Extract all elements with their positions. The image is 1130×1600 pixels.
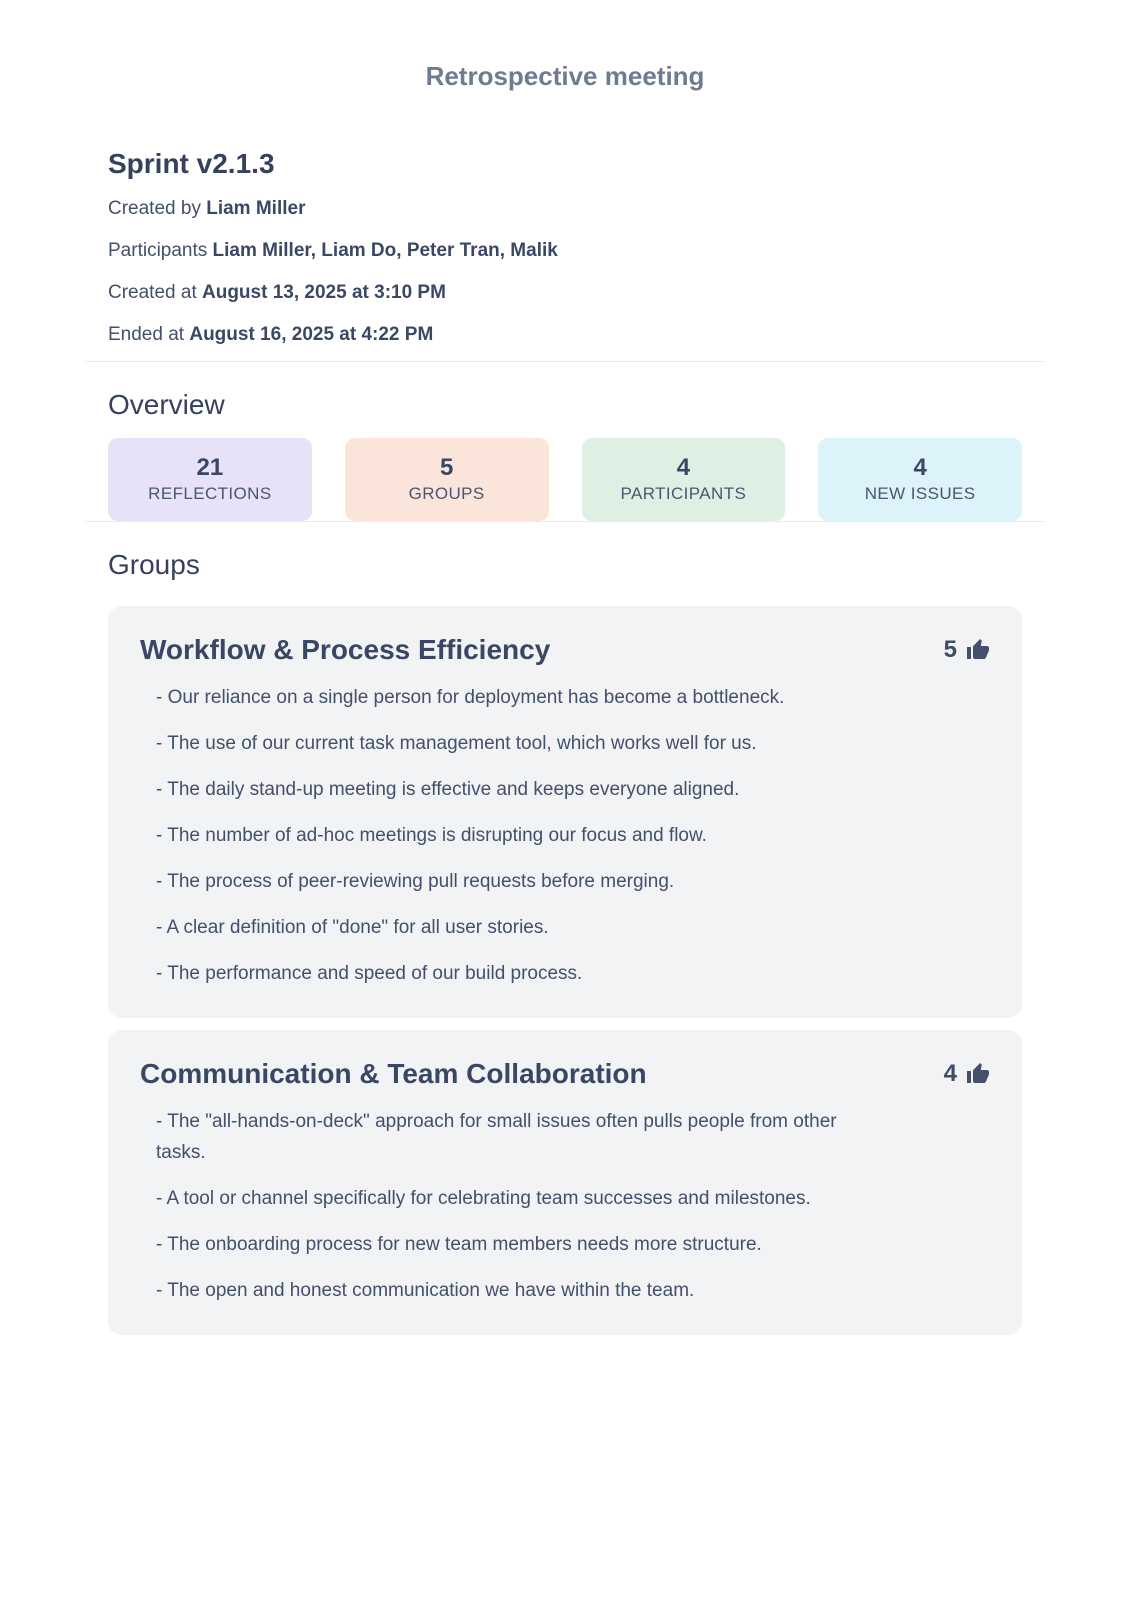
stat-label: GROUPS <box>408 484 485 503</box>
divider <box>85 521 1045 522</box>
participants-label: Participants <box>108 240 213 261</box>
stat-label: PARTICIPANTS <box>620 484 747 503</box>
group-point: - The number of ad-hoc meetings is disrupting our focus and flow. <box>156 825 707 846</box>
stats-row <box>108 438 1022 521</box>
group-point: - A clear definition of "done" for all user stories. <box>156 917 549 938</box>
group-point: - The process of peer-reviewing pull requests before merging. <box>156 871 675 892</box>
participants-value: Liam Miller, Liam Do, Peter Tran, Malik <box>212 240 558 261</box>
ended-at-label: Ended at <box>108 324 190 345</box>
stat-value: 4 <box>676 454 691 481</box>
group-points <box>140 1106 990 1306</box>
stat-card-reflections <box>108 438 312 521</box>
meta-created-by <box>108 193 1022 224</box>
groups-section <box>85 548 1045 1335</box>
meta-ended-at <box>108 319 1022 350</box>
meta-created-at <box>108 277 1022 308</box>
created-at-value: August 13, 2025 at 3:10 PM <box>202 282 446 303</box>
group-votes <box>944 636 990 664</box>
group-point: - Our reliance on a single person for deployment has become a bottleneck. <box>156 687 785 708</box>
stat-value: 5 <box>439 454 454 481</box>
stat-value: 4 <box>913 454 927 481</box>
page-title: Retrospective meeting <box>425 61 705 91</box>
created-by-value: Liam Miller <box>206 198 306 219</box>
group-card <box>108 606 1022 1018</box>
stat-label: NEW ISSUES <box>864 484 976 503</box>
overview-heading: Overview <box>108 389 225 420</box>
meeting-name: Sprint v2.1.3 <box>108 148 275 179</box>
group-points <box>140 682 990 989</box>
group-title: Communication & Team Collaboration <box>140 1058 647 1089</box>
group-point: - The performance and speed of our build process. <box>156 963 583 984</box>
group-point: - A tool or channel specifically for celebrating team successes and milestones. <box>156 1188 811 1209</box>
group-point: - The use of our current task management tool, which works well for us. <box>156 733 757 754</box>
groups-heading: Groups <box>108 549 200 580</box>
divider <box>85 361 1045 362</box>
thumbs-up-icon <box>966 1062 990 1086</box>
created-at-label: Created at <box>108 282 202 303</box>
group-votes <box>944 1060 990 1088</box>
group-point: - The daily stand-up meeting is effective and keeps everyone aligned. <box>156 779 740 800</box>
group-header <box>140 632 990 668</box>
vote-count: 4 <box>943 1060 957 1087</box>
stat-label: REFLECTIONS <box>148 484 272 503</box>
stat-card-participants <box>582 438 786 521</box>
created-by-label: Created by <box>108 198 207 219</box>
overview-section <box>85 388 1045 521</box>
thumbs-up-icon <box>966 638 990 662</box>
group-title: Workflow & Process Efficiency <box>140 634 551 665</box>
group-point: - The "all-hands-on-deck" approach for small issues often pulls people from other tasks. <box>156 1111 837 1163</box>
group-header <box>140 1056 990 1092</box>
ended-at-value: August 16, 2025 at 4:22 PM <box>189 324 434 345</box>
group-card <box>108 1030 1022 1335</box>
vote-count: 5 <box>943 636 957 663</box>
stat-value: 21 <box>196 454 224 481</box>
stat-card-new-issues <box>818 438 1022 521</box>
group-point: - The open and honest communication we have within the team. <box>156 1280 695 1301</box>
stat-card-groups <box>345 438 549 521</box>
report-page <box>85 0 1045 1335</box>
meta-participants <box>108 235 1022 266</box>
group-point: - The onboarding process for new team members needs more structure. <box>156 1234 762 1255</box>
